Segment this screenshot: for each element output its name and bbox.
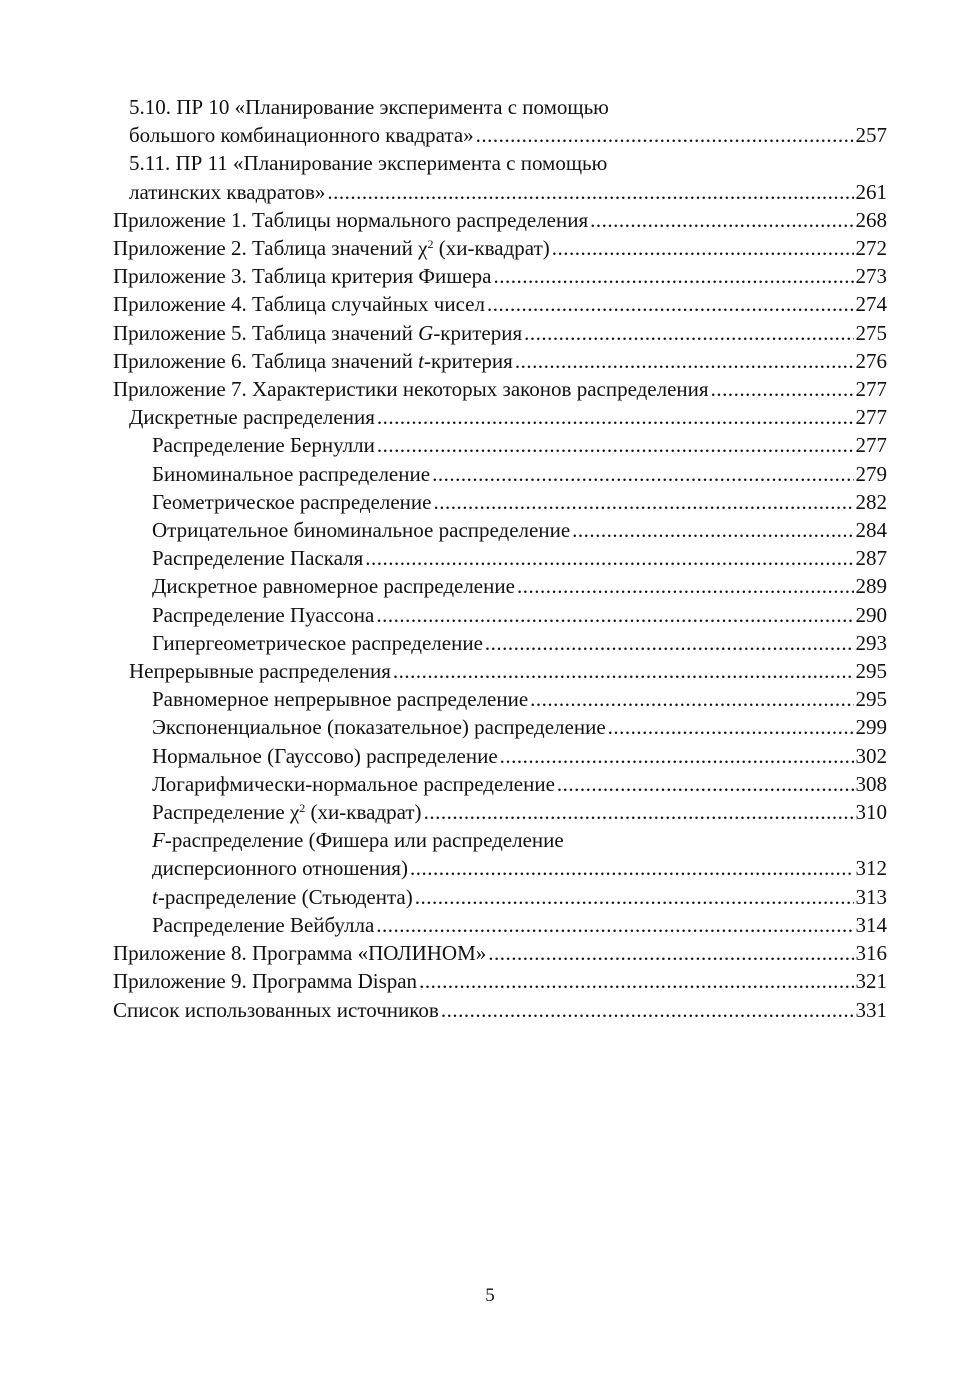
- toc-entry-geometric: [113, 488, 887, 516]
- toc-entry-appendix-8: [113, 939, 887, 967]
- toc-entry-title: Распределение Паскаля: [152, 546, 364, 571]
- toc-entry-title-line1: 5.11. ПР 11 «Планирование эксперимента с помощью: [129, 151, 608, 176]
- toc-entry-title: t-распределение (Стьюдента): [152, 884, 413, 909]
- dot-leader: [488, 939, 853, 967]
- dot-leader: [376, 911, 853, 939]
- toc-entry-page: 295: [855, 659, 887, 684]
- dot-leader: [377, 431, 854, 459]
- dot-leader: [476, 121, 854, 149]
- toc-entry-page: 313: [855, 884, 887, 909]
- dot-leader: [515, 347, 854, 375]
- toc-entry-page: 277: [855, 433, 887, 458]
- toc-entry-page: 290: [855, 602, 887, 627]
- toc-entry-title: Приложение 4. Таблица случайных чисел: [113, 292, 485, 317]
- toc-entry-page: 261: [855, 179, 887, 204]
- toc-entry-title: Приложение 8. Программа «ПОЛИНОМ»: [113, 941, 487, 966]
- toc-entry-page: 272: [855, 236, 887, 261]
- toc-entry-title: Экспоненциальное (показательное) распределение: [152, 715, 606, 740]
- toc-entry-page: 284: [855, 518, 887, 543]
- dot-leader: [711, 375, 854, 403]
- dot-leader: [415, 883, 854, 911]
- toc-entry-page: 275: [855, 320, 887, 345]
- toc-entry-page: 321: [855, 969, 887, 994]
- toc-entry-title: Приложение 2. Таблица значений $\chi^2$ (хи-квадрат): [113, 236, 550, 261]
- toc-entry-discrete: [113, 403, 887, 431]
- toc-entry-pascal: [113, 544, 887, 572]
- toc-entry-page: 299: [855, 715, 887, 740]
- page-number: 5: [485, 1285, 495, 1306]
- toc-entry-5-10: [113, 93, 887, 149]
- toc-entry-appendix-5: [113, 319, 887, 347]
- toc-entry-appendix-1: [113, 206, 887, 234]
- dot-leader: [327, 178, 853, 206]
- toc-entry-lognormal: [113, 770, 887, 798]
- toc-entry-page: 273: [855, 264, 887, 289]
- dot-leader: [500, 742, 854, 770]
- toc-entry-title: Отрицательное биноминальное распределение: [152, 518, 571, 543]
- toc-entry-title: Логарифмически-нормальное распределение: [152, 771, 555, 796]
- toc-entry-bernoulli: [113, 431, 887, 459]
- toc-entry-page: 277: [855, 377, 887, 402]
- toc-entry-title: Список использованных источников: [113, 997, 439, 1022]
- toc-entry-appendix-9: [113, 967, 887, 995]
- toc-entry-title: Распределение $\chi^2$ (хи-квадрат): [152, 800, 422, 825]
- toc-entry-weibull: [113, 911, 887, 939]
- dot-leader: [393, 657, 854, 685]
- dot-leader: [419, 967, 853, 995]
- toc-entry-page: 277: [855, 405, 887, 430]
- dot-leader: [494, 262, 854, 290]
- toc-entry-title: Дискретные распределения: [129, 405, 375, 430]
- toc-entry-appendix-4: [113, 290, 887, 318]
- toc-entry-title: Приложение 5. Таблица значений G-критерия: [113, 320, 523, 345]
- toc-entry-appendix-7: [113, 375, 887, 403]
- toc-entry-continuous: [113, 657, 887, 685]
- dot-leader: [376, 601, 853, 629]
- dot-leader: [433, 488, 853, 516]
- dot-leader: [424, 798, 854, 826]
- toc-entry-page: 302: [855, 743, 887, 768]
- toc-entry-page: 331: [855, 997, 887, 1022]
- toc-entry-continuous-uniform: [113, 685, 887, 713]
- dot-leader: [485, 629, 854, 657]
- toc-entry-title: Геометрическое распределение: [152, 489, 432, 514]
- toc-entry-title: Дискретное равномерное распределение: [152, 574, 515, 599]
- dot-leader: [530, 685, 853, 713]
- toc-entry-page: 274: [855, 292, 887, 317]
- dot-leader: [608, 713, 854, 741]
- toc-entry-f-distribution: [113, 826, 887, 882]
- dot-leader: [517, 572, 854, 600]
- toc-entry-appendix-6: [113, 347, 887, 375]
- toc-entry-negative-binomial: [113, 516, 887, 544]
- toc-entry-poisson: [113, 601, 887, 629]
- toc-entry-title: Нормальное (Гауссово) распределение: [152, 743, 498, 768]
- toc-entry-chi-square: [113, 798, 887, 826]
- dot-leader: [410, 854, 854, 882]
- toc-entry-page: 310: [855, 800, 887, 825]
- dot-leader: [432, 460, 853, 488]
- dot-leader: [552, 234, 854, 262]
- toc-entry-title: Приложение 3. Таблица критерия Фишера: [113, 264, 492, 289]
- toc-entry-title: Приложение 9. Программа Dispan: [113, 969, 418, 994]
- toc-entry-page: 308: [855, 771, 887, 796]
- toc-entry-title: латинских квадратов»: [129, 179, 326, 204]
- toc-entry-title: Непрерывные распределения: [129, 659, 391, 684]
- dot-leader: [572, 516, 853, 544]
- toc-entry-binomial: [113, 460, 887, 488]
- toc-entry-title: Распределение Бернулли: [152, 433, 375, 458]
- table-of-contents: [113, 93, 887, 1024]
- toc-entry-title: Приложение 1. Таблицы нормального распределения: [113, 207, 589, 232]
- toc-entry-5-11: [113, 149, 887, 205]
- toc-entry-page: 268: [855, 207, 887, 232]
- toc-entry-appendix-3: [113, 262, 887, 290]
- toc-entry-title: Гипергеометрическое распределение: [152, 630, 483, 655]
- toc-entry-discrete-uniform: [113, 572, 887, 600]
- toc-entry-title-line1: 5.10. ПР 10 «Планирование эксперимента с помощью: [129, 95, 609, 119]
- dot-leader: [524, 319, 853, 347]
- toc-entry-normal: [113, 742, 887, 770]
- toc-entry-page: 257: [855, 123, 887, 148]
- toc-entry-title: Биноминальное распределение: [152, 461, 431, 486]
- toc-entry-title: Равномерное непрерывное распределение: [152, 687, 529, 712]
- toc-entry-page: 279: [855, 461, 887, 486]
- toc-entry-page: 312: [855, 856, 887, 881]
- toc-entry-page: 316: [855, 941, 887, 966]
- toc-entry-title: дисперсионного отношения): [152, 856, 408, 881]
- toc-entry-page: 314: [855, 912, 887, 937]
- toc-entry-title: большого комбинационного квадрата»: [129, 123, 474, 148]
- dot-leader: [557, 770, 854, 798]
- toc-entry-page: 289: [855, 574, 887, 599]
- toc-entry-appendix-2: [113, 234, 887, 262]
- toc-entry-hypergeometric: [113, 629, 887, 657]
- dot-leader: [441, 996, 854, 1024]
- dot-leader: [365, 544, 853, 572]
- toc-entry-title: Приложение 6. Таблица значений t-критерия: [113, 348, 513, 373]
- toc-entry-title: Распределение Вейбулла: [152, 912, 375, 937]
- toc-entry-page: 276: [855, 348, 887, 373]
- toc-entry-page: 287: [855, 546, 887, 571]
- toc-entry-page: 282: [855, 489, 887, 514]
- toc-entry-title: Приложение 7. Характеристики некоторых законов распределения: [113, 377, 709, 402]
- toc-entry-exponential: [113, 713, 887, 741]
- toc-entry-title-line1: F-распределение (Фишера или распределение: [152, 828, 564, 853]
- toc-entry-title: Распределение Пуассона: [152, 602, 375, 627]
- toc-entry-references: [113, 996, 887, 1024]
- toc-entry-page: 293: [855, 630, 887, 655]
- toc-entry-page: 295: [855, 687, 887, 712]
- dot-leader: [377, 403, 854, 431]
- dot-leader: [590, 206, 853, 234]
- toc-entry-t-distribution: [113, 883, 887, 911]
- dot-leader: [487, 290, 854, 318]
